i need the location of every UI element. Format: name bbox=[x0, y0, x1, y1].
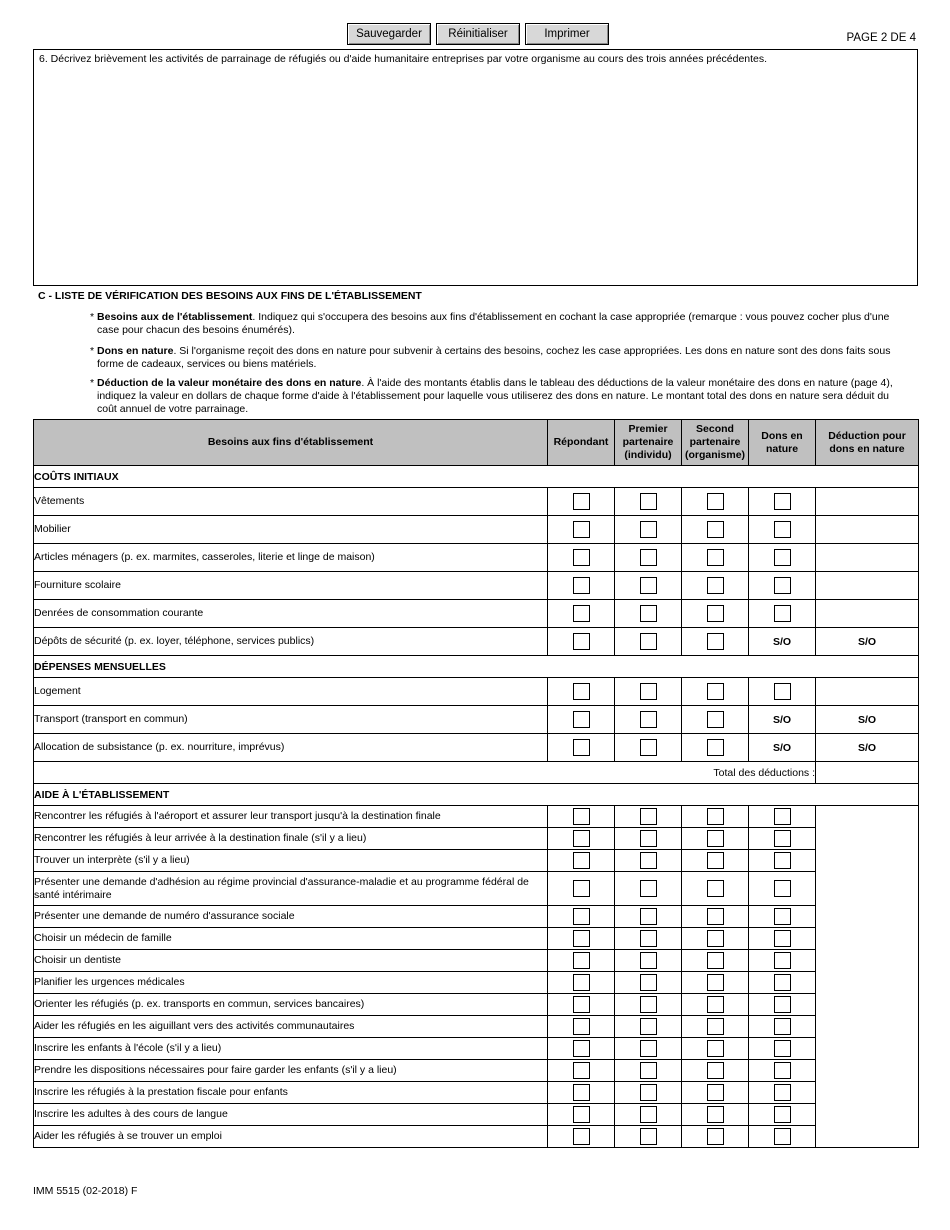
row-label: Présenter une demande d'adhésion au régime provincial d'assurance-maladie et au programme fédéral de santé intérimaire bbox=[34, 872, 548, 906]
print-button[interactable]: Imprimer bbox=[525, 23, 609, 45]
first-partner-checkbox[interactable] bbox=[640, 830, 657, 847]
header-deduction: Déduction pour dons en nature bbox=[816, 420, 919, 466]
table-row bbox=[34, 1038, 919, 1060]
first-partner-checkbox[interactable] bbox=[640, 711, 657, 728]
note-text: . Si l'organisme reçoit des dons en nature pour subvenir à certains des besoins, cochez les case appropriées. Les dons en nature sont des dons faits sous forme de cadeaux, services ou biens matériels. bbox=[97, 345, 891, 370]
first-partner-checkbox[interactable] bbox=[640, 577, 657, 594]
question-6-label: 6. Décrivez brièvement les activités de parrainage de réfugiés ou d'aide humanitaire entreprises par votre organisme au cours des trois années précédentes. bbox=[39, 53, 768, 65]
row-label: Rencontrer les réfugiés à leur arrivée à la destination finale (s'il y a lieu) bbox=[34, 828, 548, 850]
table-row bbox=[34, 906, 919, 928]
in-kind-checkbox[interactable] bbox=[774, 974, 791, 991]
row-label: Aider les réfugiés à se trouver un emploi bbox=[34, 1126, 548, 1148]
header-respondent: Répondant bbox=[548, 420, 615, 466]
first-partner-checkbox[interactable] bbox=[640, 1040, 657, 1057]
save-button[interactable]: Sauvegarder bbox=[347, 23, 431, 45]
section-c-title: C - LISTE DE VÉRIFICATION DES BESOINS AUX FINS DE L'ÉTABLISSEMENT bbox=[38, 290, 422, 302]
respondent-checkbox[interactable] bbox=[573, 521, 590, 538]
respondent-checkbox[interactable] bbox=[573, 1040, 590, 1057]
first-partner-checkbox[interactable] bbox=[640, 1106, 657, 1123]
table-row bbox=[34, 872, 919, 906]
row-label: Inscrire les enfants à l'école (s'il y a lieu) bbox=[34, 1038, 548, 1060]
respondent-checkbox[interactable] bbox=[573, 952, 590, 969]
not-applicable: S/O bbox=[816, 706, 919, 734]
in-kind-checkbox[interactable] bbox=[774, 1106, 791, 1123]
row-label: Inscrire les réfugiés à la prestation fiscale pour enfants bbox=[34, 1082, 548, 1104]
question-6-input[interactable] bbox=[36, 68, 915, 283]
table-row bbox=[34, 806, 919, 828]
respondent-checkbox[interactable] bbox=[573, 493, 590, 510]
deduction-field[interactable] bbox=[816, 600, 919, 628]
first-partner-checkbox[interactable] bbox=[640, 683, 657, 700]
note-text: . À l'aide des montants établis dans le tableau des déductions de la valeur monétaire des dons en nature (page 4), indiquez la valeur en dollars de chaque forme d'aide à l'établissement pour laquelle vous utiliserez des dons en nature. Le montant total des dons en nature sera déduit du coût annuel de votre parrainage. bbox=[97, 377, 893, 415]
row-label: Choisir un médecin de famille bbox=[34, 928, 548, 950]
first-partner-checkbox[interactable] bbox=[640, 1084, 657, 1101]
reset-button[interactable]: Réinitialiser bbox=[436, 23, 520, 45]
first-partner-checkbox[interactable] bbox=[640, 1062, 657, 1079]
row-label: Allocation de subsistance (p. ex. nourriture, imprévus) bbox=[34, 734, 548, 762]
second-partner-checkbox[interactable] bbox=[707, 493, 724, 510]
second-partner-checkbox[interactable] bbox=[707, 711, 724, 728]
in-kind-checkbox[interactable] bbox=[774, 880, 791, 897]
total-row bbox=[34, 762, 919, 784]
note-settlement-needs: * Besoins aux de l'établissement. Indiquez qui s'occupera des besoins aux fins d'établissement en cochant la case appropriée (remarque : vous pouvez cocher plus d'une case pour chacun des besoins énumérés). bbox=[90, 311, 890, 336]
first-partner-checkbox[interactable] bbox=[640, 633, 657, 650]
second-partner-checkbox[interactable] bbox=[707, 852, 724, 869]
table-row bbox=[34, 928, 919, 950]
deduction-column-blank bbox=[816, 806, 919, 1148]
note-in-kind: * Dons en nature. Si l'organisme reçoit des dons en nature pour subvenir à certains des besoins, cochez les case appropriées. Les dons en nature sont des dons faits sous forme de cadeaux, services ou biens matériels. bbox=[90, 345, 891, 370]
table-row bbox=[34, 850, 919, 872]
note-deduction: * Déduction de la valeur monétaire des dons en nature. À l'aide des montants établis dans le tableau des déductions de la valeur monétaire des dons en nature (page 4), indiquez la valeur en dollars de chaque forme d'aide à l'établissement pour laquelle vous utiliserez des dons en nature. Le montant total des dons en nature sera déduit du coût annuel de votre parrainage. bbox=[90, 377, 893, 415]
second-partner-checkbox[interactable] bbox=[707, 577, 724, 594]
in-kind-checkbox[interactable] bbox=[774, 996, 791, 1013]
in-kind-checkbox[interactable] bbox=[774, 1018, 791, 1035]
header-in-kind: Dons en nature bbox=[749, 420, 816, 466]
table-row bbox=[34, 488, 919, 516]
second-partner-checkbox[interactable] bbox=[707, 1018, 724, 1035]
in-kind-checkbox[interactable] bbox=[774, 1040, 791, 1057]
category-initial-costs: COÛTS INITIAUX bbox=[34, 466, 919, 488]
second-partner-checkbox[interactable] bbox=[707, 908, 724, 925]
respondent-checkbox[interactable] bbox=[573, 930, 590, 947]
note-text: . Indiquez qui s'occupera des besoins aux fins d'établissement en cochant la case appropriée (remarque : vous pouvez cocher plus d'une case pour chacun des besoins énumérés). bbox=[97, 311, 890, 336]
in-kind-checkbox[interactable] bbox=[774, 683, 791, 700]
row-label: Denrées de consommation courante bbox=[34, 600, 548, 628]
in-kind-checkbox[interactable] bbox=[774, 549, 791, 566]
respondent-checkbox[interactable] bbox=[573, 1106, 590, 1123]
table-row bbox=[34, 600, 919, 628]
row-label: Mobilier bbox=[34, 516, 548, 544]
settlement-needs-table bbox=[33, 419, 919, 1148]
in-kind-checkbox[interactable] bbox=[774, 808, 791, 825]
in-kind-checkbox[interactable] bbox=[774, 908, 791, 925]
respondent-checkbox[interactable] bbox=[573, 549, 590, 566]
respondent-checkbox[interactable] bbox=[573, 908, 590, 925]
second-partner-checkbox[interactable] bbox=[707, 1040, 724, 1057]
in-kind-checkbox[interactable] bbox=[774, 577, 791, 594]
respondent-checkbox[interactable] bbox=[573, 683, 590, 700]
second-partner-checkbox[interactable] bbox=[707, 952, 724, 969]
second-partner-checkbox[interactable] bbox=[707, 549, 724, 566]
row-label: Trouver un interprète (s'il y a lieu) bbox=[34, 850, 548, 872]
second-partner-checkbox[interactable] bbox=[707, 1128, 724, 1145]
in-kind-checkbox[interactable] bbox=[774, 952, 791, 969]
deduction-field[interactable] bbox=[816, 678, 919, 706]
second-partner-checkbox[interactable] bbox=[707, 605, 724, 622]
table-row bbox=[34, 734, 919, 762]
first-partner-checkbox[interactable] bbox=[640, 739, 657, 756]
header-first-partner: Premier partenaire (individu) bbox=[615, 420, 682, 466]
first-partner-checkbox[interactable] bbox=[640, 1128, 657, 1145]
row-label: Transport (transport en commun) bbox=[34, 706, 548, 734]
second-partner-checkbox[interactable] bbox=[707, 974, 724, 991]
respondent-checkbox[interactable] bbox=[573, 1084, 590, 1101]
first-partner-checkbox[interactable] bbox=[640, 808, 657, 825]
table-row bbox=[34, 628, 919, 656]
table-row bbox=[34, 950, 919, 972]
total-deductions-field[interactable] bbox=[816, 762, 919, 784]
not-applicable: S/O bbox=[816, 734, 919, 762]
second-partner-checkbox[interactable] bbox=[707, 880, 724, 897]
respondent-checkbox[interactable] bbox=[573, 711, 590, 728]
row-label: Articles ménagers (p. ex. marmites, casseroles, literie et linge de maison) bbox=[34, 544, 548, 572]
form-code: IMM 5515 (02-2018) F bbox=[33, 1185, 138, 1197]
second-partner-checkbox[interactable] bbox=[707, 521, 724, 538]
second-partner-checkbox[interactable] bbox=[707, 830, 724, 847]
table-row bbox=[34, 678, 919, 706]
first-partner-checkbox[interactable] bbox=[640, 996, 657, 1013]
row-label: Vêtements bbox=[34, 488, 548, 516]
first-partner-checkbox[interactable] bbox=[640, 521, 657, 538]
not-applicable: S/O bbox=[749, 628, 816, 656]
respondent-checkbox[interactable] bbox=[573, 633, 590, 650]
respondent-checkbox[interactable] bbox=[573, 1128, 590, 1145]
row-label: Dépôts de sécurité (p. ex. loyer, téléphone, services publics) bbox=[34, 628, 548, 656]
first-partner-checkbox[interactable] bbox=[640, 952, 657, 969]
table-row bbox=[34, 516, 919, 544]
first-partner-checkbox[interactable] bbox=[640, 880, 657, 897]
first-partner-checkbox[interactable] bbox=[640, 908, 657, 925]
table-row bbox=[34, 828, 919, 850]
table-row bbox=[34, 544, 919, 572]
note-bold: Dons en nature bbox=[97, 345, 174, 357]
second-partner-checkbox[interactable] bbox=[707, 683, 724, 700]
row-label: Prendre les dispositions nécessaires pour faire garder les enfants (s'il y a lieu) bbox=[34, 1060, 548, 1082]
second-partner-checkbox[interactable] bbox=[707, 739, 724, 756]
row-label: Orienter les réfugiés (p. ex. transports en commun, services bancaires) bbox=[34, 994, 548, 1016]
respondent-checkbox[interactable] bbox=[573, 808, 590, 825]
form-toolbar bbox=[347, 23, 609, 45]
row-label: Présenter une demande de numéro d'assurance sociale bbox=[34, 906, 548, 928]
note-bold: Déduction de la valeur monétaire des dons en nature bbox=[97, 377, 362, 389]
in-kind-checkbox[interactable] bbox=[774, 830, 791, 847]
in-kind-checkbox[interactable] bbox=[774, 1128, 791, 1145]
page-number: PAGE 2 DE 4 bbox=[846, 32, 916, 44]
respondent-checkbox[interactable] bbox=[573, 880, 590, 897]
second-partner-checkbox[interactable] bbox=[707, 1106, 724, 1123]
respondent-checkbox[interactable] bbox=[573, 1062, 590, 1079]
first-partner-checkbox[interactable] bbox=[640, 930, 657, 947]
respondent-checkbox[interactable] bbox=[573, 996, 590, 1013]
respondent-checkbox[interactable] bbox=[573, 830, 590, 847]
first-partner-checkbox[interactable] bbox=[640, 605, 657, 622]
header-second-partner: Second partenaire (organisme) bbox=[682, 420, 749, 466]
row-label: Planifier les urgences médicales bbox=[34, 972, 548, 994]
table-row bbox=[34, 572, 919, 600]
header-needs: Besoins aux fins d'établissement bbox=[34, 420, 548, 466]
respondent-checkbox[interactable] bbox=[573, 739, 590, 756]
respondent-checkbox[interactable] bbox=[573, 577, 590, 594]
category-settlement-aid: AIDE À L'ÉTABLISSEMENT bbox=[34, 784, 919, 806]
category-monthly-expenses: DÉPENSES MENSUELLES bbox=[34, 656, 919, 678]
in-kind-checkbox[interactable] bbox=[774, 930, 791, 947]
deduction-field[interactable] bbox=[816, 488, 919, 516]
first-partner-checkbox[interactable] bbox=[640, 1018, 657, 1035]
row-label: Rencontrer les réfugiés à l'aéroport et assurer leur transport jusqu'à la destination finale bbox=[34, 806, 548, 828]
note-bold: Besoins aux de l'établissement bbox=[97, 311, 253, 323]
row-label: Logement bbox=[34, 678, 548, 706]
row-label: Choisir un dentiste bbox=[34, 950, 548, 972]
not-applicable: S/O bbox=[816, 628, 919, 656]
second-partner-checkbox[interactable] bbox=[707, 633, 724, 650]
second-partner-checkbox[interactable] bbox=[707, 1062, 724, 1079]
table-row bbox=[34, 706, 919, 734]
table-row bbox=[34, 972, 919, 994]
in-kind-checkbox[interactable] bbox=[774, 605, 791, 622]
table-row bbox=[34, 1104, 919, 1126]
total-deductions-label: Total des déductions : bbox=[34, 762, 816, 784]
respondent-checkbox[interactable] bbox=[573, 605, 590, 622]
in-kind-checkbox[interactable] bbox=[774, 1062, 791, 1079]
deduction-field[interactable] bbox=[816, 544, 919, 572]
in-kind-checkbox[interactable] bbox=[774, 521, 791, 538]
table-row bbox=[34, 1126, 919, 1148]
row-label: Aider les réfugiés en les aiguillant vers des activités communautaires bbox=[34, 1016, 548, 1038]
row-label: Inscrire les adultes à des cours de langue bbox=[34, 1104, 548, 1126]
first-partner-checkbox[interactable] bbox=[640, 974, 657, 991]
deduction-field[interactable] bbox=[816, 516, 919, 544]
respondent-checkbox[interactable] bbox=[573, 974, 590, 991]
question-6-box bbox=[33, 49, 918, 286]
respondent-checkbox[interactable] bbox=[573, 1018, 590, 1035]
second-partner-checkbox[interactable] bbox=[707, 996, 724, 1013]
table-row bbox=[34, 994, 919, 1016]
in-kind-checkbox[interactable] bbox=[774, 852, 791, 869]
second-partner-checkbox[interactable] bbox=[707, 808, 724, 825]
in-kind-checkbox[interactable] bbox=[774, 1084, 791, 1101]
not-applicable: S/O bbox=[749, 734, 816, 762]
table-row bbox=[34, 1060, 919, 1082]
second-partner-checkbox[interactable] bbox=[707, 1084, 724, 1101]
not-applicable: S/O bbox=[749, 706, 816, 734]
table-row bbox=[34, 1082, 919, 1104]
second-partner-checkbox[interactable] bbox=[707, 930, 724, 947]
deduction-field[interactable] bbox=[816, 572, 919, 600]
table-row bbox=[34, 1016, 919, 1038]
row-label: Fourniture scolaire bbox=[34, 572, 548, 600]
first-partner-checkbox[interactable] bbox=[640, 852, 657, 869]
in-kind-checkbox[interactable] bbox=[774, 493, 791, 510]
first-partner-checkbox[interactable] bbox=[640, 549, 657, 566]
respondent-checkbox[interactable] bbox=[573, 852, 590, 869]
first-partner-checkbox[interactable] bbox=[640, 493, 657, 510]
